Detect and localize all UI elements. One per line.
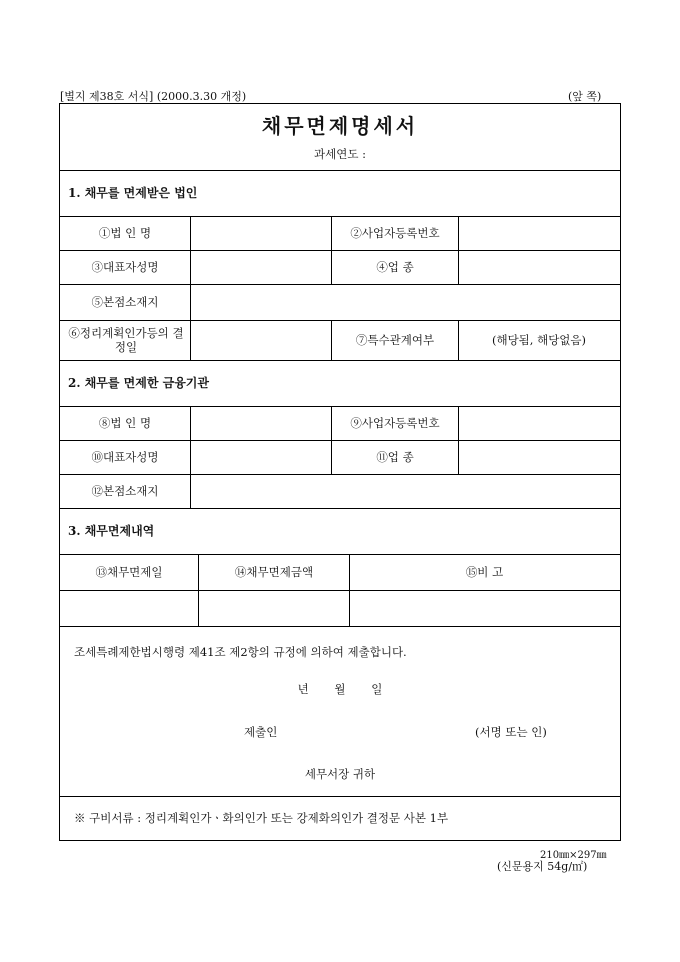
section1-heading: 1. 채무를 면제받은 법인 — [68, 185, 198, 200]
s2-hq-input[interactable] — [191, 474, 619, 508]
s3-remarks-header: ⑮비 고 — [465, 564, 504, 579]
submission-date-line[interactable]: 년 월 일 — [297, 681, 383, 696]
s1-name-label: ①법 인 명 — [98, 225, 152, 240]
s1-decision-label: ⑥정리계획인가등의 결정일 — [68, 325, 184, 354]
s1-industry-label: ④업 종 — [376, 259, 414, 274]
paper-size: 210㎜×297㎜ — [540, 850, 607, 861]
s2-hq-label: ⑫본점소재지 — [91, 483, 159, 498]
attachments-note: ※ 구비서류 : 정리계획인가ㆍ화의인가 또는 강제화의인가 결정문 사본 1부 — [74, 810, 449, 825]
submitter-input[interactable] — [282, 722, 472, 742]
s2-name-label: ⑧법 인 명 — [98, 415, 152, 430]
s2-industry-label: ⑪업 종 — [376, 449, 414, 464]
s2-biz-no-input[interactable] — [459, 406, 619, 440]
s3-remarks-input[interactable] — [350, 590, 619, 626]
debt-waiver-form — [59, 103, 621, 841]
s3-amount-header: ⑭채무면제금액 — [234, 564, 314, 579]
statement-text: 조세특례제한법시행령 제41조 제2항의 규정에 의하여 제출합니다. — [74, 644, 407, 659]
s1-rep-label: ③대표자성명 — [91, 259, 159, 274]
s1-related-label: ⑦특수관계여부 — [355, 332, 435, 347]
s1-hq-label: ⑤본점소재지 — [91, 294, 159, 309]
section2-heading: 2. 채무를 면제한 금융기관 — [68, 375, 209, 390]
page-side-label: (앞 쪽) — [568, 90, 602, 103]
form-reference: [별지 제38호 서식] (2000.3.30 개정) — [60, 90, 247, 103]
s1-decision-input[interactable] — [191, 320, 331, 360]
s2-rep-label: ⑩대표자성명 — [91, 449, 159, 464]
s1-biz-no-input[interactable] — [459, 216, 619, 250]
form-title: 채무면제명세서 — [261, 113, 419, 138]
signature-label[interactable]: (서명 또는 인) — [475, 724, 547, 739]
tax-year-field[interactable]: 과세연도 : — [314, 146, 366, 161]
s2-name-input[interactable] — [191, 406, 331, 440]
s2-industry-input[interactable] — [459, 440, 619, 474]
s3-amount-input[interactable] — [199, 590, 349, 626]
s3-date-input[interactable] — [60, 590, 198, 626]
addressee-line: 세무서장 귀하 — [304, 766, 376, 781]
s3-date-header: ⑬채무면제일 — [95, 564, 163, 579]
s2-rep-input[interactable] — [191, 440, 331, 474]
s1-name-input[interactable] — [191, 216, 331, 250]
s1-rep-input[interactable] — [191, 250, 331, 284]
s1-industry-input[interactable] — [459, 250, 619, 284]
submitter-label: 제출인 — [244, 724, 278, 739]
s1-hq-input[interactable] — [191, 284, 619, 320]
s1-biz-no-label: ②사업자등록번호 — [350, 225, 440, 240]
paper-type: (신문용지 54g/㎡) — [497, 860, 588, 873]
s1-related-options[interactable]: (해당됨, 해당없음) — [491, 332, 587, 347]
section3-heading: 3. 채무면제내역 — [68, 523, 155, 538]
s2-biz-no-label: ⑨사업자등록번호 — [350, 415, 440, 430]
